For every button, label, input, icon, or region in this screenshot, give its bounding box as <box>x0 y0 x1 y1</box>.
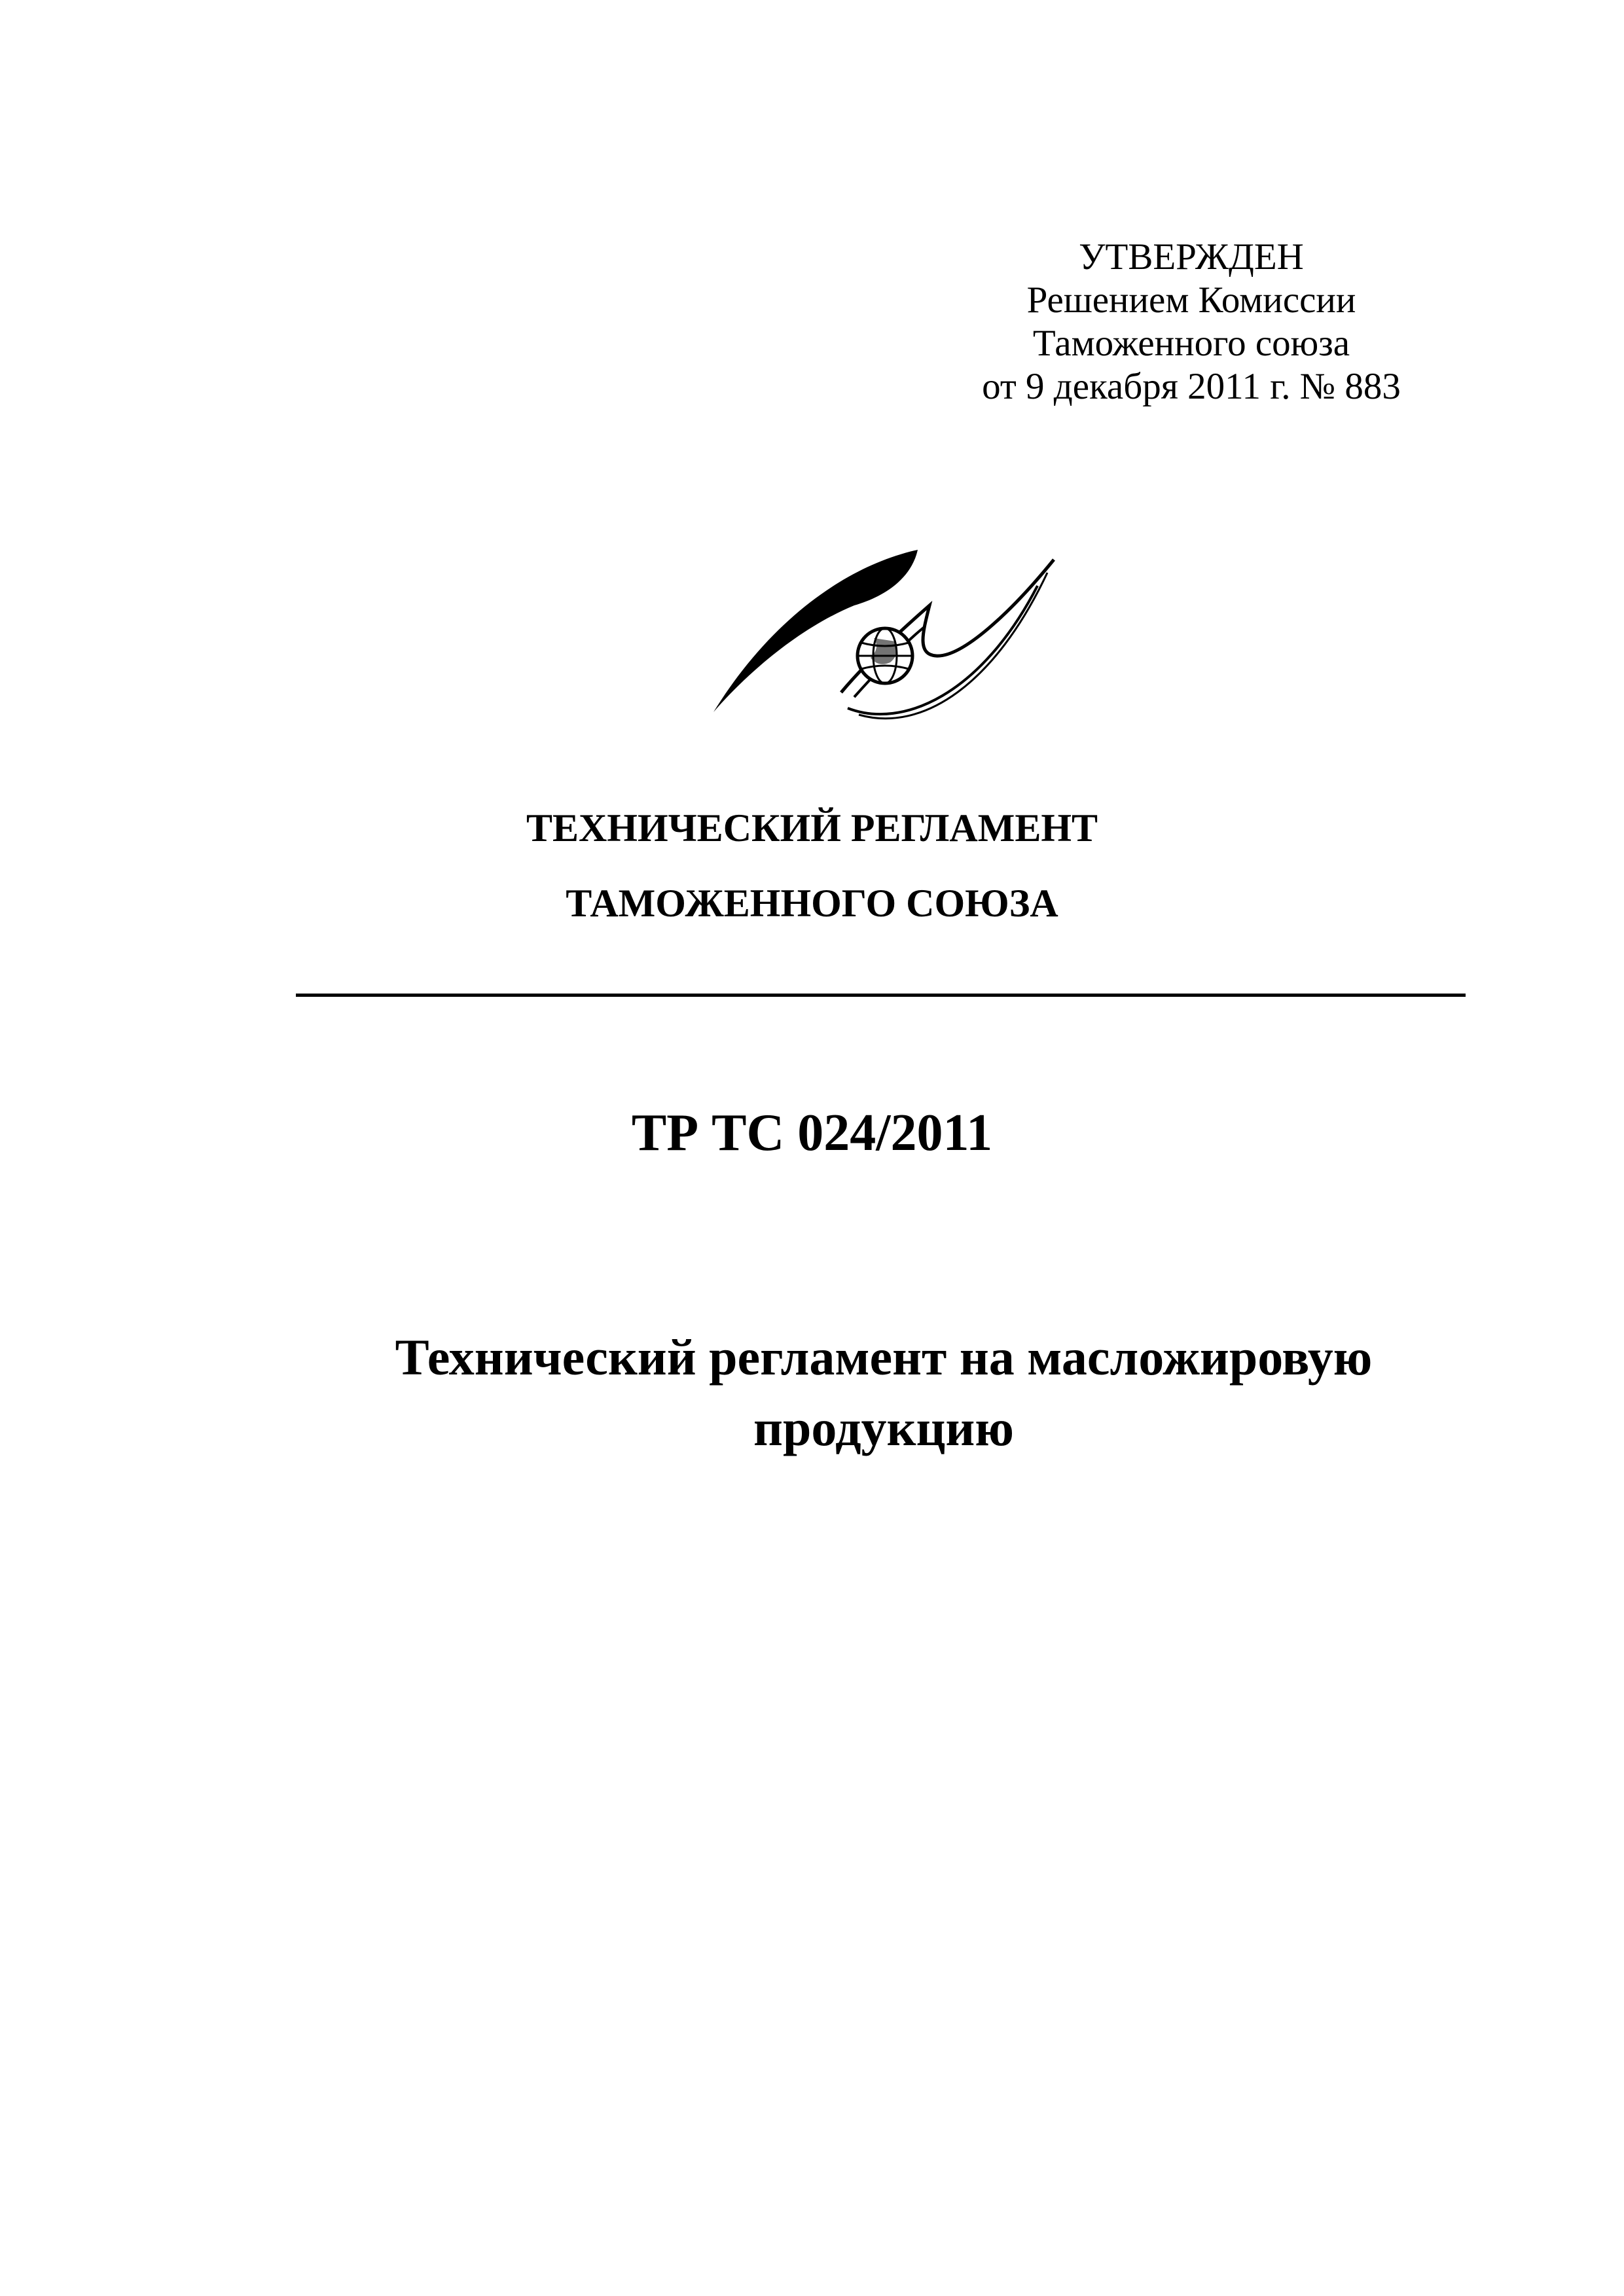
regulation-heading-line-1: ТЕХНИЧЕСКИЙ РЕГЛАМЕНТ <box>526 806 1098 850</box>
document-title <box>301 1322 1466 1463</box>
approval-organization: Таможенного союза <box>1032 323 1350 364</box>
approval-authority: Решением Комиссии <box>1026 279 1356 321</box>
eurasian-customs-union-emblem-icon <box>707 543 1060 740</box>
regulation-heading-line-2: ТАМОЖЕННОГО СОЮЗА <box>566 882 1058 925</box>
document-code: ТР ТС 024/2011 <box>631 1104 993 1162</box>
approval-date-number: от 9 декабря 2011 г. № 883 <box>982 366 1401 407</box>
divider-line <box>296 994 1466 997</box>
document-title-line-2: продукцию <box>753 1399 1014 1456</box>
approval-block <box>916 236 1466 408</box>
approval-status: УТВЕРЖДЕН <box>1079 236 1304 278</box>
document-title-line-1: Технический регламент на масложировую <box>395 1329 1373 1386</box>
